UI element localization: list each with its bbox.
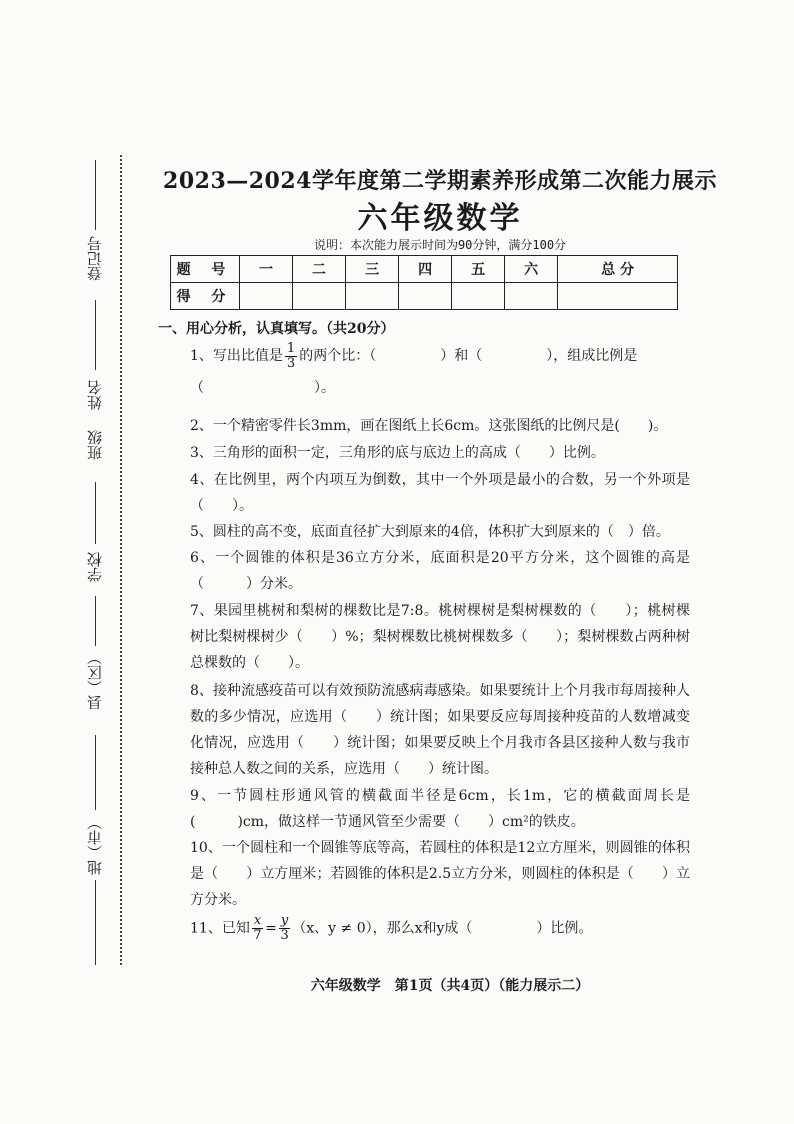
question-5: 5、圆柱的高不变，底面直径扩大到原来的4倍，体积扩大到原来的（ ）倍。 <box>190 524 670 540</box>
x-over-7-fraction <box>252 914 263 943</box>
q1-text-a: 1、写出比值是 <box>190 348 283 364</box>
fraction-denominator: 3 <box>286 355 296 371</box>
question-6: 6、一个圆锥的体积是36立方分米，底面积是20平方分米，这个圆锥的高是（ ）分米。 <box>190 550 690 592</box>
name-label: 姓名 <box>86 380 104 410</box>
q1-text-b: 的两个比：（ <box>299 348 377 364</box>
score-header-cell: 六 <box>505 256 558 283</box>
score-cell[interactable] <box>452 283 505 310</box>
class-label: 班级 <box>86 430 104 460</box>
class-line[interactable] <box>95 482 96 544</box>
fraction-denominator: 3 <box>280 928 289 943</box>
score-cell[interactable] <box>505 283 558 310</box>
score-table-header-row <box>171 256 678 283</box>
question-3: 3、三角形的面积一定，三角形的底与底边上的高成（ ）比例。 <box>190 445 605 461</box>
fraction-numerator: 1 <box>286 340 296 356</box>
section-heading: 一、用心分析，认真填写。（共20分） <box>158 321 395 337</box>
school-line[interactable] <box>95 596 96 646</box>
school-label: 学校 <box>86 552 104 582</box>
question-11 <box>190 914 690 943</box>
score-header-cell: 一 <box>240 256 293 283</box>
question-9: 9、一节圆柱形通风管的横截面半径是6cm，长1m，它的横截面周长是( )cm，做这样一节通风管至少需要（ ）cm²的铁皮。 <box>190 788 690 830</box>
score-header-cell: 题 号 <box>171 256 240 283</box>
score-header-cell: 总 分 <box>558 256 678 283</box>
q1-text-f: ）。 <box>314 380 335 396</box>
q1-text-c: ）和（ <box>440 348 483 364</box>
register-label: 登记号 <box>86 236 104 281</box>
score-header-cell: 二 <box>293 256 346 283</box>
score-header-cell: 五 <box>452 256 505 283</box>
exam-note: 说明：本次能力展示时间为90分钟，满分100分 <box>313 238 567 252</box>
subject-title: 六年级数学 <box>357 201 523 236</box>
q1-text-e: （ <box>190 380 204 396</box>
fraction-denominator: 7 <box>253 928 262 943</box>
county-line[interactable] <box>95 735 96 810</box>
score-cell[interactable] <box>558 283 678 310</box>
register-line[interactable] <box>95 160 96 230</box>
fraction-numerator: x <box>253 913 262 928</box>
question-4: 4、在比例里，两个内项互为倒数，其中一个外项是最小的合数，另一个外项是（ ）。 <box>190 472 690 514</box>
question-8: 8、接种流感疫苗可以有效预防流感病毒感染。如果要统计上个月我市每周接种人数的多少情况，应选用（ ）统计图；如果要反应每周接种疫苗的人数增减变化情况，应选用（ ）统计图；如果要反映上个月我市各县区接种人数与我市接种总人数之间的关系，应选用（ ）统计图。 <box>190 683 690 777</box>
fraction-numerator: y <box>280 913 289 928</box>
score-table <box>170 255 678 310</box>
name-line[interactable] <box>95 300 96 370</box>
score-cell[interactable] <box>399 283 452 310</box>
q11-text-b: （x、y ≠ 0），那么x和y成（ <box>292 920 473 937</box>
city-label: 地（市） <box>86 815 104 875</box>
question-1 <box>190 340 690 404</box>
score-row-label: 得 分 <box>171 283 240 310</box>
question-7: 7、果园里桃树和梨树的棵数比是7:8。桃树棵树是梨树棵数的（ ）；桃树棵树比梨树棵树少（ ）%；梨树棵数比桃树棵数多（ ）；梨树棵数占两种树总棵数的（ ）。 <box>190 603 690 671</box>
score-header-cell: 四 <box>399 256 452 283</box>
score-cell[interactable] <box>346 283 399 310</box>
binding-dotted-line <box>120 155 122 965</box>
question-10: 10、一个圆柱和一个圆锥等底等高，若圆柱的体积是12立方厘米，则圆锥的体积是（ ）立方厘米；若圆锥的体积是2.5立方分米，则圆柱的体积是（ ）立方分米。 <box>190 840 690 908</box>
equals-sign: = <box>265 920 277 937</box>
q11-text-a: 11、已知 <box>190 920 250 937</box>
score-header-cell: 三 <box>346 256 399 283</box>
one-third-fraction <box>285 342 297 371</box>
exam-title: 2023—2024学年度第二学期素养形成第二次能力展示 <box>163 168 717 194</box>
q11-text-c: ）比例。 <box>536 920 593 937</box>
question-2: 2、一个精密零件长3mm，画在图纸上长6cm。这张图纸的比例尺是( )。 <box>190 418 668 434</box>
county-label: 县（区） <box>86 650 104 710</box>
score-table-score-row <box>171 283 678 310</box>
q1-text-d: ），组成比例是 <box>546 348 638 364</box>
score-cell[interactable] <box>293 283 346 310</box>
score-cell[interactable] <box>240 283 293 310</box>
city-line[interactable] <box>95 880 96 965</box>
y-over-3-fraction <box>279 914 290 943</box>
page-footer: 六年级数学 第1页（共4页）（能力展示二） <box>310 978 590 994</box>
